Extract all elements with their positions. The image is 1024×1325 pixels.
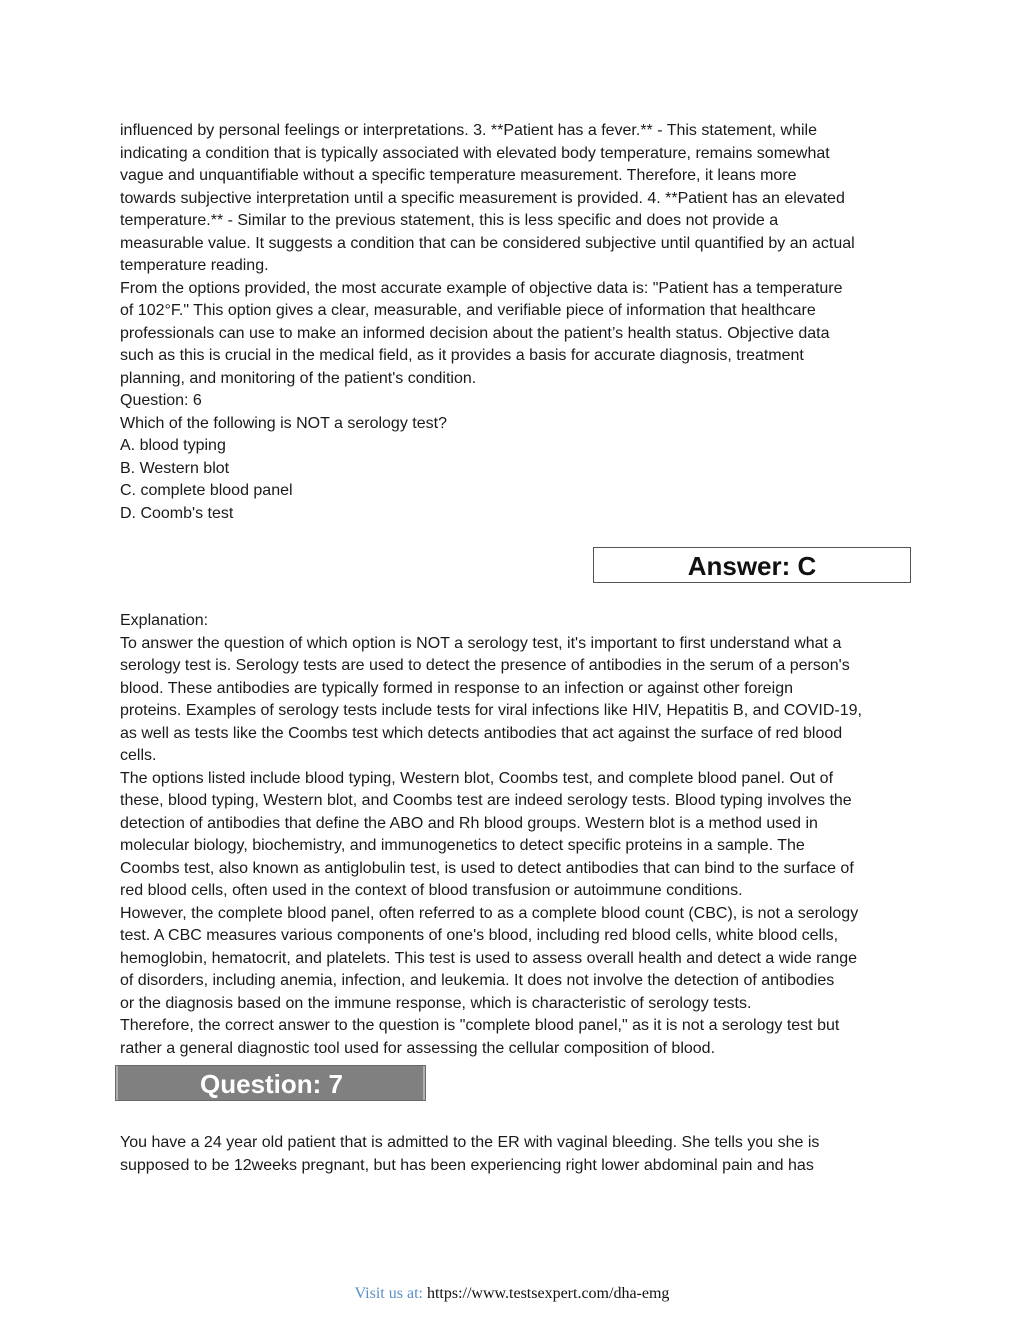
text-line: professionals can use to make an informed decision about the patient’s health status. Objective data bbox=[120, 324, 830, 342]
text-line: detection of antibodies that define the ABO and Rh blood groups. Western blot is a method used in bbox=[120, 814, 818, 832]
text-line: of disorders, including anemia, infection, and leukemia. It does not involve the detection of antibodies bbox=[120, 972, 835, 989]
text-line: B. Western blot bbox=[120, 459, 230, 477]
question7-text-block bbox=[120, 1132, 910, 1177]
text-line: Question: 6 bbox=[120, 392, 202, 409]
text-line: molecular biology, biochemistry, and immunogenetics to detect specific proteins in a sample. The bbox=[120, 837, 805, 854]
text-line: Coombs test, also known as antiglobulin test, is used to detect antibodies that can bind to the surface of bbox=[120, 859, 854, 877]
text-line: D. Coomb's test bbox=[120, 504, 234, 522]
text-line: cells. bbox=[120, 747, 157, 764]
top-text-block bbox=[120, 120, 910, 525]
text-line: temperature reading. bbox=[120, 257, 269, 274]
explanation-text-block bbox=[120, 610, 910, 1060]
text-line: hemoglobin, hematocrit, and platelets. This test is used to assess overall health and detect a wide range bbox=[120, 949, 858, 967]
footer bbox=[0, 1285, 1024, 1303]
text-line: or the diagnosis based on the immune response, which is characteristic of serology tests. bbox=[120, 994, 752, 1012]
text-line: serology test is. Serology tests are used to detect the presence of antibodies in the serum of a person's bbox=[120, 657, 850, 674]
text-line: such as this is crucial in the medical field, as it provides a basis for accurate diagnosis, treatment bbox=[120, 347, 804, 364]
text-line: Explanation: bbox=[120, 612, 209, 629]
text-line: indicating a condition that is typically associated with elevated body temperature, remains somewhat bbox=[120, 144, 830, 162]
text-line: as well as tests like the Coombs test which detects antibodies that act against the surface of red blood bbox=[120, 724, 843, 742]
text-line: Which of the following is NOT a serology test? bbox=[120, 414, 447, 432]
text-line: of 102°F." This option gives a clear, measurable, and verifiable piece of information that healthcare bbox=[120, 302, 816, 319]
text-line: The options listed include blood typing, Western blot, Coombs test, and complete blood panel. Out of bbox=[120, 769, 834, 787]
text-line: these, blood typing, Western blot, and Coombs test are indeed serology tests. Blood typing involves the bbox=[120, 792, 852, 809]
text-line: towards subjective interpretation until a specific measurement is provided. 4. **Patient has an elevated bbox=[120, 189, 845, 207]
answer-box bbox=[593, 547, 911, 583]
text-line: planning, and monitoring of the patient's condition. bbox=[120, 369, 477, 387]
text-line: To answer the question of which option is NOT a serology test, it's important to first understand what a bbox=[120, 634, 842, 652]
text-line: rather a general diagnostic tool used for assessing the cellular composition of blood. bbox=[120, 1039, 716, 1057]
text-line: proteins. Examples of serology tests include tests for viral infections like HIV, Hepatitis B, and COVID-19, bbox=[120, 702, 862, 719]
question-banner bbox=[115, 1065, 426, 1101]
text-line: supposed to be 12weeks pregnant, but has been experiencing right lower abdominal pain and has bbox=[120, 1156, 814, 1174]
text-line: You have a 24 year old patient that is admitted to the ER with vaginal bleeding. She tells you she is bbox=[120, 1134, 820, 1151]
text-line: A. blood typing bbox=[120, 437, 226, 454]
text-line: test. A CBC measures various components of one's blood, including red blood cells, white blood cells, bbox=[120, 927, 839, 944]
text-line: measurable value. It suggests a condition that can be considered subjective until quantified by an actual bbox=[120, 234, 855, 252]
footer-visit-label: Visit us at: bbox=[354, 1285, 423, 1302]
question-banner-label: Question: 7 bbox=[200, 1069, 344, 1099]
text-line: influenced by personal feelings or interpretations. 3. **Patient has a fever.** - This statement, while bbox=[120, 122, 817, 139]
text-line: red blood cells, often used in the context of blood transfusion or autoimmune conditions. bbox=[120, 882, 743, 899]
answer-label: Answer: C bbox=[687, 551, 817, 581]
text-line: blood. These antibodies are typically formed in response to an infection or against other foreign bbox=[120, 679, 793, 697]
text-line: However, the complete blood panel, often referred to as a complete blood count (CBC), is not a serology bbox=[120, 904, 859, 922]
text-line: vague and unquantifiable without a specific temperature measurement. Therefore, it leans more bbox=[120, 167, 797, 184]
text-line: From the options provided, the most accurate example of objective data is: "Patient has a temperature bbox=[120, 279, 843, 297]
text-line: temperature.** - Similar to the previous statement, this is less specific and does not provide a bbox=[120, 212, 779, 229]
text-line: Therefore, the correct answer to the question is "complete blood panel," as it is not a serology test but bbox=[120, 1017, 840, 1034]
footer-url-link[interactable]: https://www.testsexpert.com/dha-emg bbox=[426, 1285, 670, 1302]
text-line: C. complete blood panel bbox=[120, 482, 293, 499]
